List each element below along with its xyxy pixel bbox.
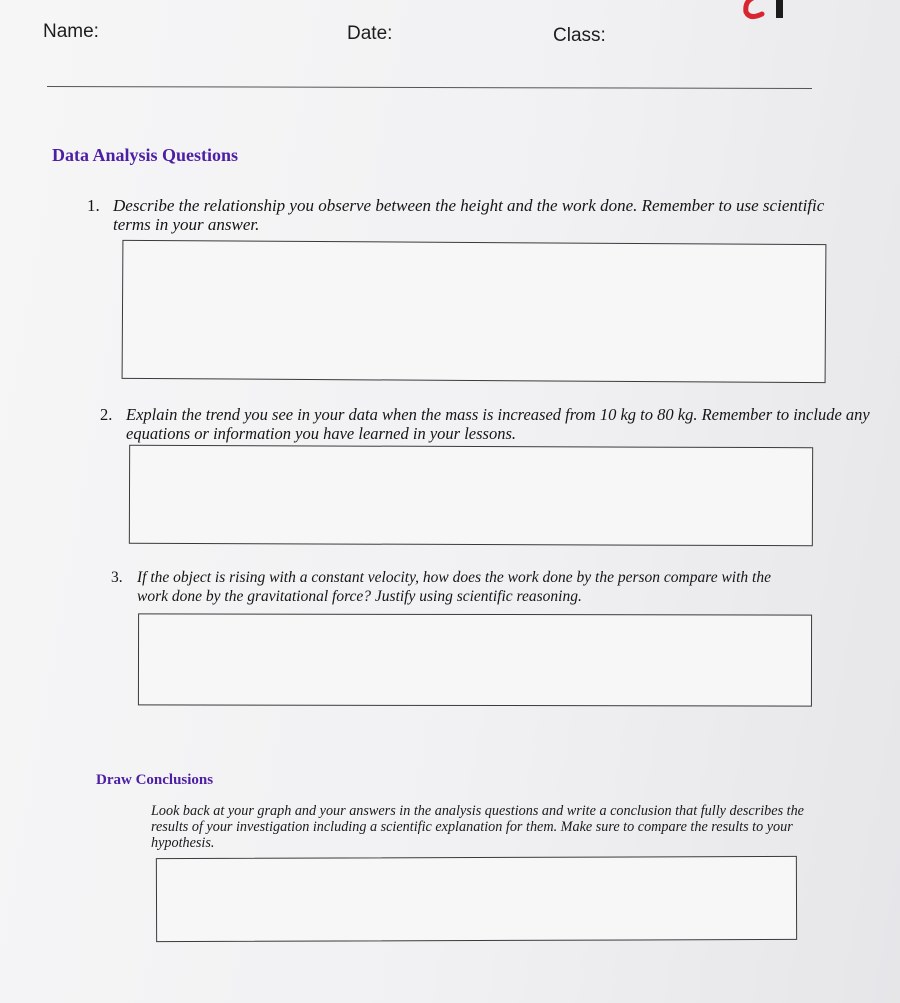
answer-box-2[interactable]: [129, 445, 813, 546]
data-analysis-heading: Data Analysis Questions: [52, 145, 239, 165]
logo-icon: [738, 0, 798, 24]
draw-conclusions-heading: Draw Conclusions: [96, 772, 214, 788]
question-number: 3.: [111, 569, 123, 586]
question-2: [100, 405, 871, 443]
question-3: [111, 568, 777, 606]
header-divider: [47, 86, 812, 89]
class-label: Class:: [553, 25, 606, 46]
question-number: 1.: [87, 196, 100, 215]
name-label: Name:: [43, 21, 99, 42]
conclusion-instructions: Look back at your graph and your answers in the analysis questions and write a conclusion that fully describes the results of your investigation including a scientific explanation for them. Make sure to compare the results to your hypothesis.: [151, 803, 804, 851]
question-text: Explain the trend you see in your data when the mass is increased from 10 kg to 80 kg. Remember to include any equations or information you have learned in your lessons.: [126, 405, 870, 443]
question-number: 2.: [100, 405, 113, 424]
answer-box-1[interactable]: [122, 240, 827, 383]
conclusion-answer-box[interactable]: [156, 856, 797, 942]
question-1: [87, 196, 858, 234]
answer-box-3[interactable]: [138, 613, 812, 706]
question-text: If the object is rising with a constant velocity, how does the work done by the person compare with the work done by the gravitational force? Justify using scientific reasoning.: [137, 569, 771, 605]
question-text: Describe the relationship you observe between the height and the work done. Remember to use scientific terms in your answer.: [113, 196, 825, 234]
date-label: Date:: [347, 23, 393, 44]
